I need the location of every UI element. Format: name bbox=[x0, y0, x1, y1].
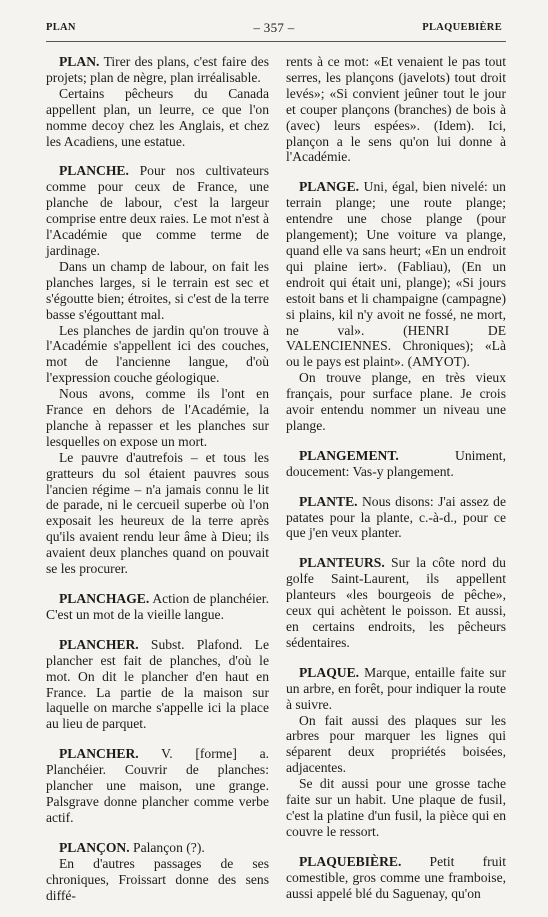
entry-paragraph bbox=[286, 448, 506, 480]
right-column bbox=[286, 54, 506, 916]
entry-text: Uni, égal, bien nivelé: un terrain plange; une route plange; entendre une chose plange (pour plangement); Une voiture va plange, quand elle va sans heurt; «En un endroit qui plaine iert». (Fabliau), (En un endroit qui était uni, plange); «Si jours estoit bans et li champaigne (campagne) si plains, kil n'y avoit ne fossé, ne mort, ne val». (HENRI DE VALENCIENNES. Chroniques); «Là ou le pays est plaint». (AMYOT). bbox=[286, 179, 506, 370]
entry-text: Palançon (?). bbox=[133, 839, 205, 855]
entry-paragraph bbox=[286, 555, 506, 650]
entry-text: Nous avons, comme ils l'ont en France en dehors de l'Académie, la planche à repasser et les planches sur lesquelles on expose un mort. bbox=[46, 386, 269, 449]
entry-headword: PLANGEMENT. bbox=[299, 447, 399, 463]
entry-text: Subst. Plafond. Le plancher est fait de planches, d'où le mot. On dit le plancher d'en haut en France. La partie de la maison sur laquelle on marche s'appelle ici la place au lieu de parquet. bbox=[46, 636, 269, 732]
entry-headword: PLANTE. bbox=[299, 493, 358, 509]
header-left-guideword: PLAN bbox=[46, 22, 76, 33]
entry-paragraph bbox=[46, 386, 269, 450]
entry-text: Marque, entaille faite sur un arbre, en forêt, pour indiquer la route à suivre. bbox=[286, 664, 506, 712]
entry-text: Uniment, doucement: Vas-y plangement. bbox=[286, 447, 506, 479]
entry-text: Pour nos cultivateurs comme pour ceux de France, une planche de labour, c'est la largeur comprise entre deux raies. Le mot n'est à l'Académie que comme terme de jardinage. bbox=[46, 163, 269, 258]
dictionary-entry bbox=[46, 54, 269, 149]
entry-paragraph bbox=[46, 637, 269, 732]
entry-text: Sur la côte nord du golfe Saint-Laurent, ils appellent planteurs «les bourgeois de pêche», ceux qui achètent le poisson. Et aussi, en certains endroits, les pêcheurs sédentaires. bbox=[286, 555, 506, 650]
entry-paragraph bbox=[46, 86, 269, 150]
dictionary-entry bbox=[46, 163, 269, 577]
entry-paragraph bbox=[46, 591, 269, 623]
header-right-guideword: PLAQUEBIÈRE bbox=[422, 22, 502, 33]
entry-paragraph bbox=[46, 746, 269, 826]
entry-headword: PLANCHAGE. bbox=[59, 591, 150, 606]
entry-headword: PLANGE. bbox=[299, 179, 360, 195]
entry-text: Action de planchéier. C'est un mot de la vieille langue. bbox=[46, 591, 269, 622]
entry-headword: PLAQUE. bbox=[299, 664, 360, 680]
entry-paragraph bbox=[286, 854, 506, 902]
entry-paragraph bbox=[46, 163, 269, 258]
dictionary-entry bbox=[286, 448, 506, 480]
entry-text: Nous disons: J'ai assez de patates pour la plante, c.-à-d., pour ce que j'en veux planter. bbox=[286, 493, 506, 541]
entry-paragraph bbox=[286, 179, 506, 370]
entry-headword: PLANTEURS. bbox=[299, 555, 385, 571]
entry-paragraph bbox=[286, 494, 506, 542]
entry-headword: PLANCHER. bbox=[59, 746, 139, 762]
entry-text: En d'autres passages de ses chroniques, Froissart donne des sens diffé- bbox=[46, 855, 269, 903]
entry-paragraph bbox=[46, 259, 269, 323]
entry-paragraph bbox=[46, 840, 269, 856]
running-header bbox=[46, 22, 502, 38]
entry-text: On trouve plange, en très vieux français, pour surface plane. Je crois avoir entendu nommer un niveau une plange. bbox=[286, 370, 506, 433]
entry-paragraph bbox=[46, 856, 269, 904]
entry-headword: PLANCHER. bbox=[59, 636, 139, 652]
dictionary-entry bbox=[286, 665, 506, 840]
dictionary-entry bbox=[286, 494, 506, 542]
dictionary-entry bbox=[46, 637, 269, 732]
entry-text: Dans un champ de labour, on fait les planches larges, si le terrain est sec et s'égoutte bien; étroites, si c'est de la terre basse s'égouttant mal. bbox=[46, 258, 269, 322]
entry-text: Certains pêcheurs du Canada appellent plan, un leurre, ce que l'on nomme decoy chez les Anglais, et chez les Acadiens, une estatue. bbox=[46, 85, 269, 149]
entry-paragraph bbox=[286, 665, 506, 713]
entry-headword: PLAQUEBIÈRE. bbox=[299, 853, 402, 869]
entry-text: V. [forme] a. Planchéier. Couvrir de planches: plancher une maison, une grange. Palsgrave donne plancher comme verbe actif. bbox=[46, 746, 270, 825]
entry-paragraph bbox=[46, 450, 269, 577]
entry-paragraph bbox=[286, 776, 506, 840]
entry-paragraph bbox=[46, 54, 269, 86]
dictionary-entry bbox=[286, 854, 506, 902]
entry-paragraph bbox=[46, 323, 269, 387]
entry-text: On fait aussi des plaques sur les arbres pour marquer les lignes qui séparent deux propriétés boisées, adjacentes. bbox=[286, 712, 506, 776]
entry-paragraph bbox=[286, 54, 506, 165]
entry-text: Se dit aussi pour une grosse tache faite sur un habit. Une plaque de fusil, c'est la platine d'un fusil, la pièce qui en couvre le ressort. bbox=[286, 776, 506, 839]
entry-headword: PLANCHE. bbox=[59, 163, 129, 179]
entry-paragraph bbox=[286, 370, 506, 434]
header-rule bbox=[46, 41, 506, 42]
entry-text: Petit fruit comestible, gros comme une framboise, aussi appelé blé du Saguenay, qu'on bbox=[286, 853, 506, 901]
page-number: – 357 – bbox=[253, 20, 295, 35]
dictionary-entry bbox=[286, 555, 506, 650]
entry-text: rents à ce mot: «Et venaient le pas tout serres, les plançons (javelots) tout droit levés»; «Si convient jeûner tout le jour et couper plançons (branches) de bois à (avec) leurs espées». (Idem). Ici, plançon a le sens qu'on lui donne à l'Académie. bbox=[286, 54, 506, 165]
entry-text: Les planches de jardin qu'on trouve à l'Académie s'appellent ici des couches, mot de l'ancienne langue, d'où l'expression couche géologique. bbox=[46, 322, 269, 386]
entry-paragraph bbox=[286, 713, 506, 777]
entry-text: Tirer des plans, c'est faire des projets; plan de nègre, plan irréalisable. bbox=[46, 54, 270, 85]
dictionary-entry bbox=[286, 54, 506, 165]
dictionary-entry bbox=[46, 746, 269, 826]
entry-headword: PLAN. bbox=[59, 54, 100, 69]
dictionary-entry bbox=[46, 840, 269, 904]
entry-text: Le pauvre d'autrefois – et tous les gratteurs du sol étaient pauvres sous l'ancien régime – n'a jamais connu le lit de parade, ni le cercueil superbe où l'on exposait les heureux de la terre après qu'ils avaient rendu leur âme à Dieu; ils avaient deux planches quand on pouvait se les procurer. bbox=[46, 449, 269, 577]
entry-headword: PLANÇON. bbox=[59, 839, 130, 855]
left-column bbox=[46, 54, 269, 917]
dictionary-entry bbox=[46, 591, 269, 623]
dictionary-entry bbox=[286, 179, 506, 434]
